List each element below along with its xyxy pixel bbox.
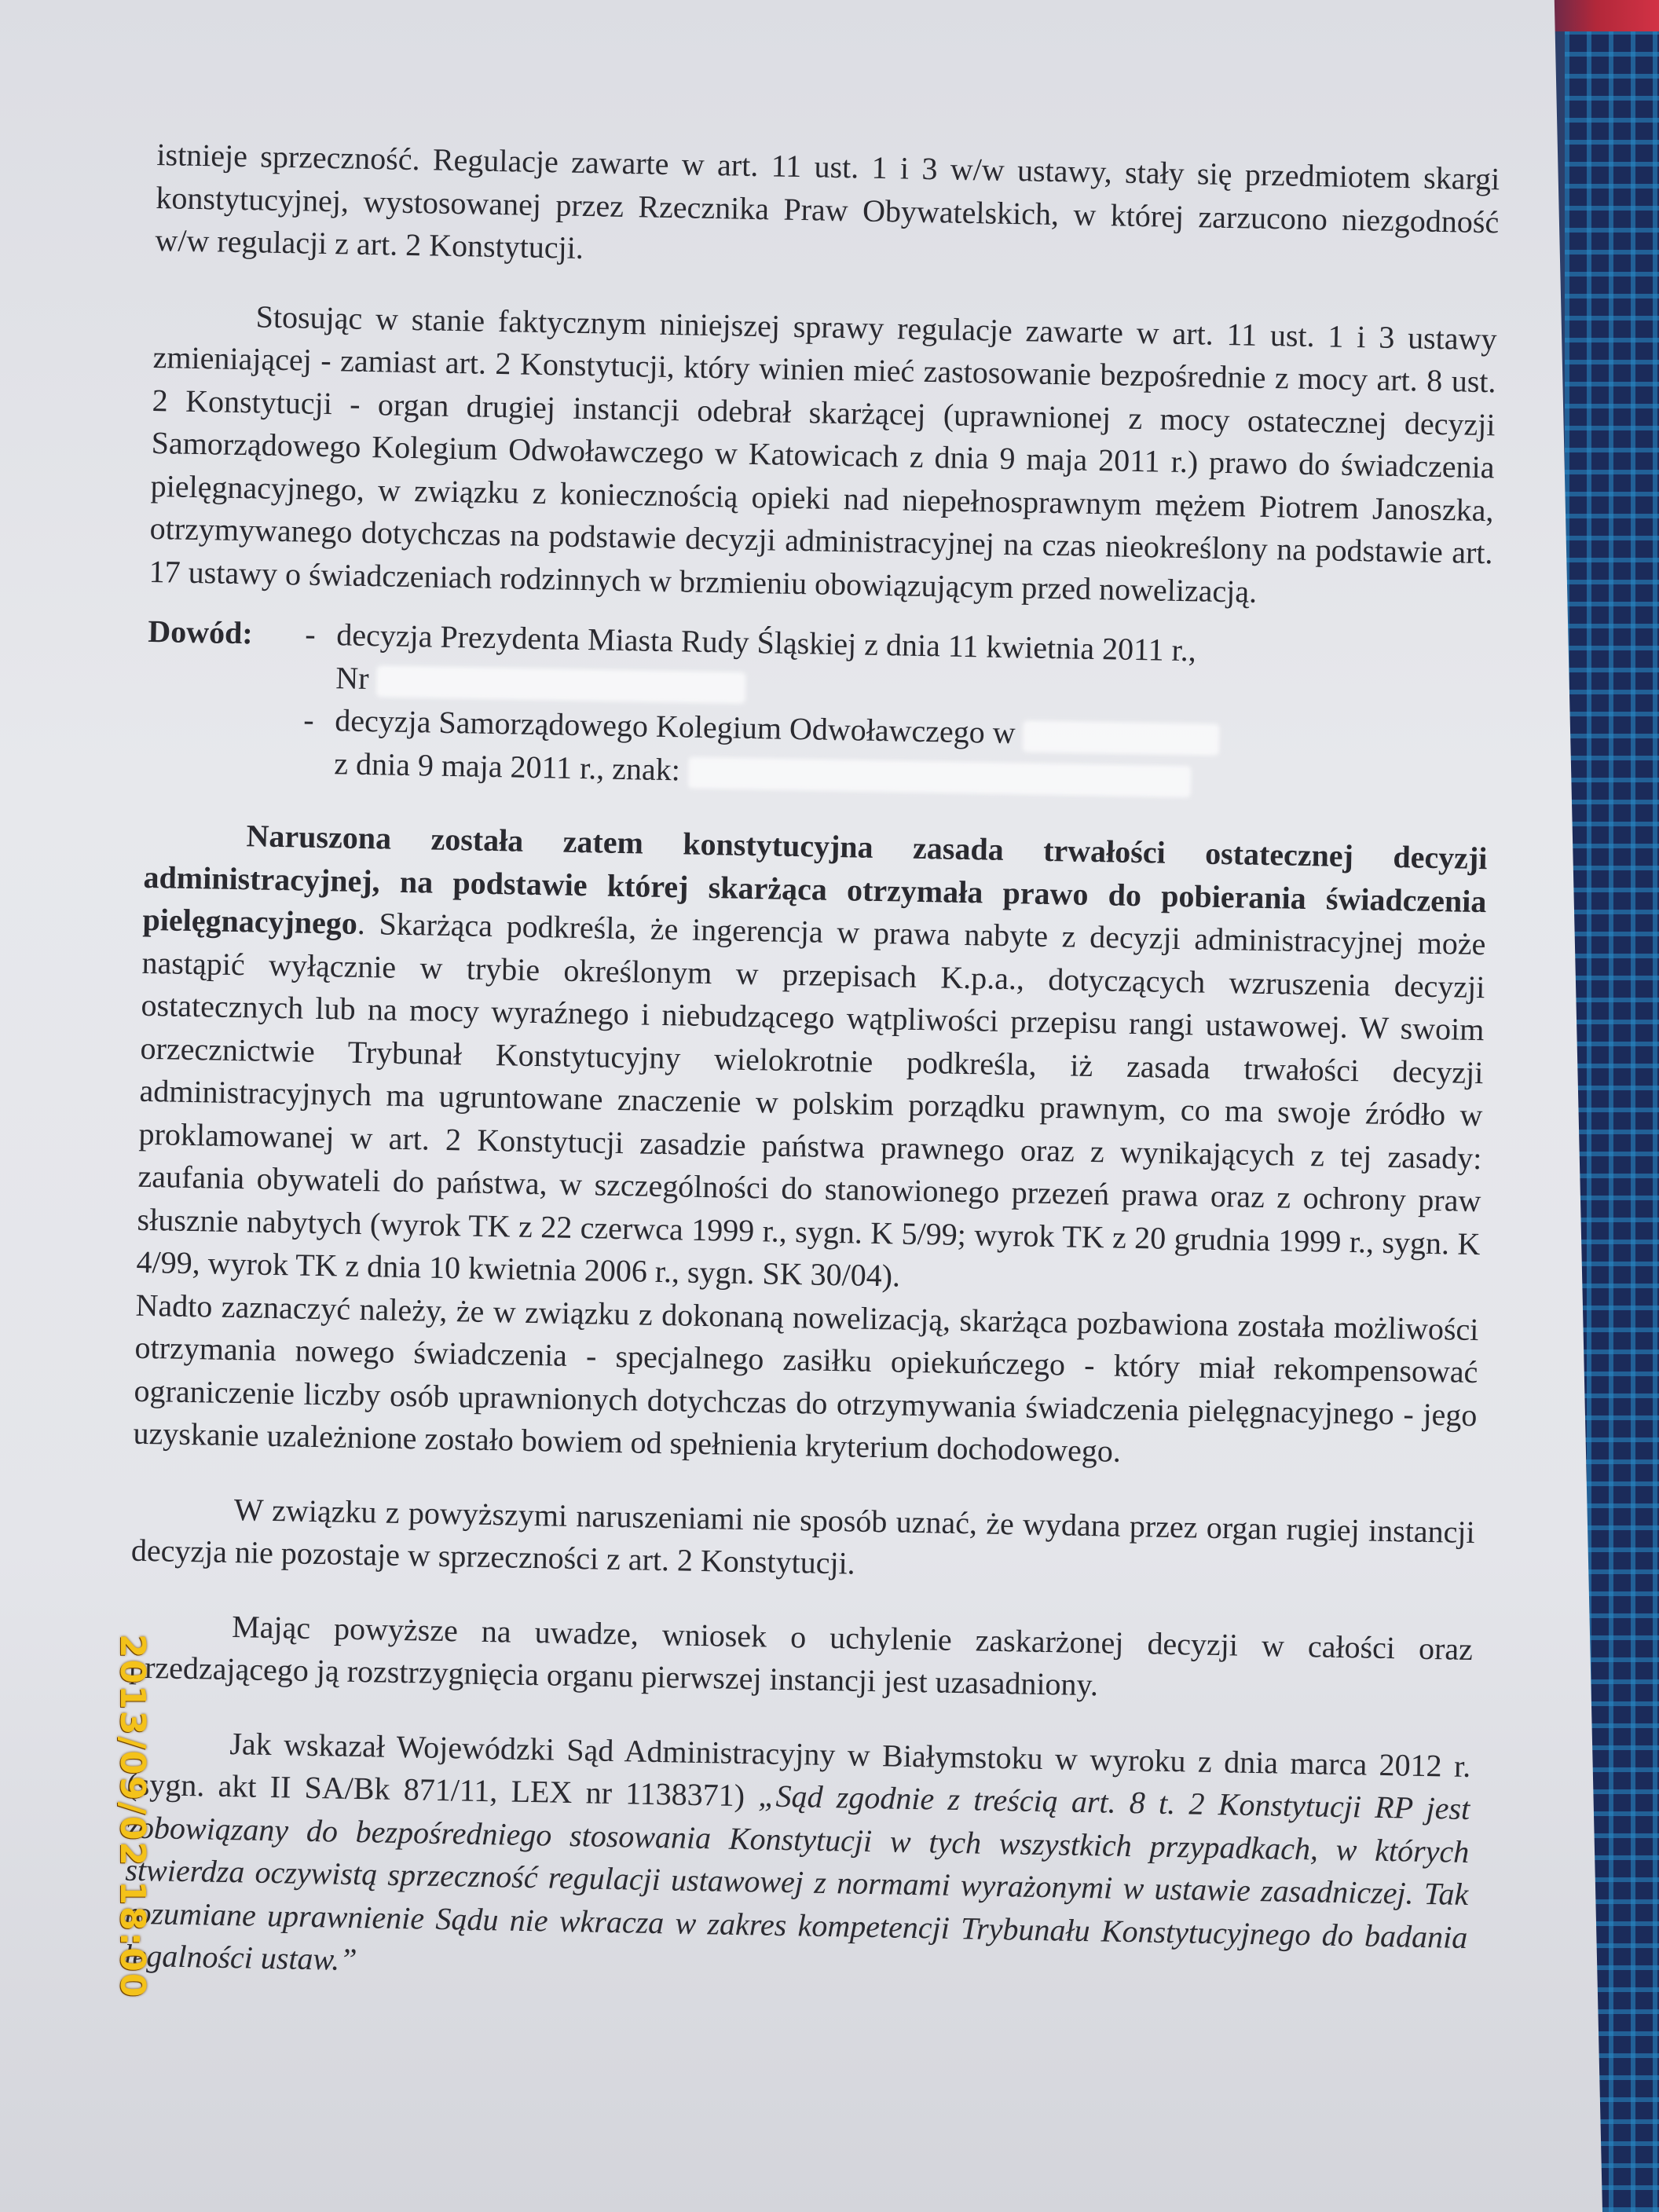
evidence-item-1: decyzja Prezydenta Miasta Rudy Śląskiej z dnia 11 kwietnia 2011 r., Nr: [335, 613, 1492, 720]
evidence-dash-2: -: [302, 701, 315, 738]
paragraph-7: Jak wskazał Wojewódzki Sąd Administracyjny w Białymstoku w wyroku z dnia marca 2012 r. (sygn. akt II SA/Bk 871/11, LEX nr 1138371) „Sąd zgodnie z treścią art. 8 t. 2 Konstytucji RP jest zobowiązany do bezpośredniego stosowania Konstytucji w tych wszystkich przypadkach, w których stwierdza oczywistą sprzeczność regulacji ustawowej z normami wyrażonymi w ustawie zasadniczej. Tak rozumiane uprawnienie Sądu nie wkracza w zakres kompetencji Trybunału Konstytucyjnego do badania legalności ustaw.”: [123, 1725, 1471, 1978]
redaction: [687, 757, 1191, 798]
evidence-item-2: decyzja Samorządowego Kolegium Odwoławczego w z dnia 9 maja 2011 r., znak:: [334, 699, 1490, 806]
paragraph-2: Stosując w stanie faktycznym niniejszej sprawy regulacje zawarte w art. 11 ust. 1 i 3 ustawy zmieniającej - zamiast art. 2 Konstytucji, który winien mieć zastosowanie bezpośrednie z mocy art. 8 ust. 2 Konstytucji - organ drugiej instancji odebrał skarżącej (uprawnionej z mocy ostatecznej decyzji Samorządowego Kolegium Odwoławczego w Katowicach z dnia 9 maja 2011 r.) prawo do świadczenia pielęgnacyjnego, w związku z koniecznością opieki nad niepełnosprawnym mężem Piotrem Janoszka, otrzymywanego dotychczas na podstawie decyzji administracyjnej na czas nieokreślony na podstawie art. 17 ustawy o świadczeniach rodzinnych w brzmieniu obowiązującym przed nowelizacją.: [148, 298, 1497, 610]
date-stamp: 2013/09/02 18:00: [112, 1634, 152, 1999]
document-body: [123, 134, 1500, 2001]
redaction: [376, 666, 746, 705]
paragraph-3: Naruszona została zatem konstytucyjna zasada trwałości ostatecznej decyzji administracyjnej, na podstawie której skarżąca otrzymała prawo do pobierania świadczenia pielęgnacyjnego. Skarżąca podkreśla, że ingerencja w prawa nabyte z decyzji administracyjnej może nastąpić wyłącznie w trybie określonym w przepisach K.p.a., dotyczących wzruszenia decyzji ostatecznych lub na mocy wyraźnego i niebudzącego wątpliwości przepisu rangi ustawowej. W swoim orzecznictwie Trybunał Konstytucyjny wielokrotnie podkreśla, iż zasada trwałości decyzji administracyjnych ma ugruntowane znaczenie w polskim porządku prawnym, co ma swoje źródło w proklamowanej w art. 2 Konstytucji zasadzie państwa prawnego oraz z wynikających z tej zasady: zaufania obywateli do państwa, w szczególności do stanowionego przezeń prawa oraz z ochrony praw słusznie nabytych (wyrok TK z 22 czerwca 1999 r., sygn. K 5/99; wyrok TK z 20 grudnia 1999 r., sygn. K 4/99, wyrok TK z dnia 10 kwietnia 2006 r., sygn. SK 30/04).: [136, 818, 1488, 1294]
paragraph-4: Nadto zaznaczyć należy, że w związku z dokonaną nowelizacją, skarżąca pozbawiona została możliwości otrzymania nowego świadczenia - specjalnego zasiłku opiekuńczego - który miał rekompensować ograniczenie liczby osób uprawnionych dotychczas do otrzymywania świadczenia pielęgnacyjnego - jego uzyskanie uzależnione zostało bowiem od spełnienia kryterium dochodowego.: [133, 1287, 1479, 1469]
paragraph-5: W związku z powyższymi naruszeniami nie sposób uznać, że wydana przez organ rugiej instancji decyzja nie pozostaje w sprzeczności z art. 2 Konstytucji.: [130, 1491, 1476, 1581]
redaction: [1023, 720, 1220, 756]
paragraph-6: Mając powyższe na uwadze, wniosek o uchylenie zaskarżonej decyzji w całości oraz przedzającego ją rozstrzygnięcia organu pierwszej instancji jest uzasadniony.: [128, 1608, 1474, 1703]
evidence-label: Dowód:: [147, 613, 254, 651]
evidence-dash-1: -: [304, 616, 317, 652]
evidence-list: [145, 610, 1492, 806]
paragraph-1: istnieje sprzeczność. Regulacje zawarte w art. 11 ust. 1 i 3 w/w ustawy, stały się przedmiotem skargi konstytucyjnej, wystosowanej przez Rzecznika Praw Obywatelskich, w której zarzucono niezgodność w/w regulacji z art. 2 Konstytucji.: [155, 136, 1500, 266]
